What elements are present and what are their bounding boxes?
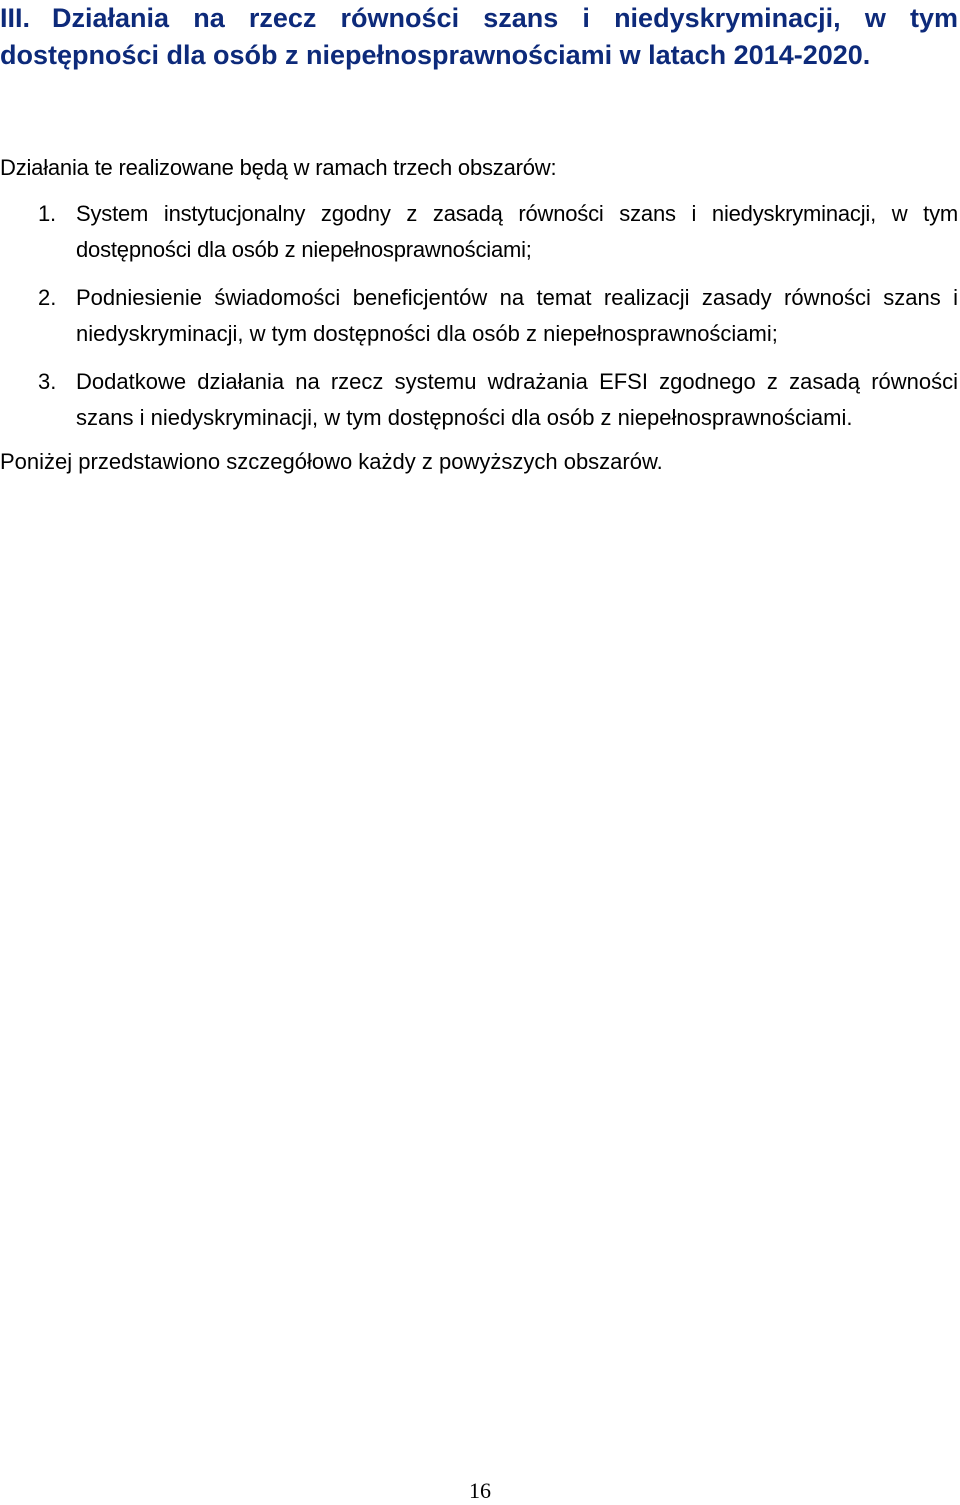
list-item-text: System instytucjonalny zgodny z zasadą równości szans i niedyskryminacji, w tym dostępności dla osób z niepełnosprawnościami; <box>76 201 958 262</box>
intro-paragraph: Działania te realizowane będą w ramach trzech obszarów: <box>0 155 557 180</box>
section-number: III. <box>0 3 31 33</box>
list-item <box>0 196 958 268</box>
list-item-text: Dodatkowe działania na rzecz systemu wdrażania EFSI zgodnego z zasadą równości szans i niedyskryminacji, w tym dostępności dla osób z niepełnosprawnościami. <box>76 369 958 430</box>
list-item <box>0 364 958 436</box>
outro-paragraph: Poniżej przedstawiono szczegółowo każdy z powyższych obszarów. <box>0 449 663 474</box>
list-item <box>0 280 958 352</box>
list-item-number: 2. <box>38 285 57 310</box>
section-title: Działania na rzecz równości szans i niedyskryminacji, w tym dostępności dla osób z niepełnosprawnościami w latach 2014-2020. <box>0 3 958 70</box>
page-number: 16 <box>469 1478 491 1503</box>
list-item-number: 1. <box>38 201 56 226</box>
list-item-number: 3. <box>38 369 57 394</box>
section-heading <box>0 0 958 74</box>
list-item-text: Podniesienie świadomości beneficjentów na temat realizacji zasady równości szans i niedyskryminacji, w tym dostępności dla osób z niepełnosprawnościami; <box>76 285 958 346</box>
areas-list <box>0 196 958 448</box>
